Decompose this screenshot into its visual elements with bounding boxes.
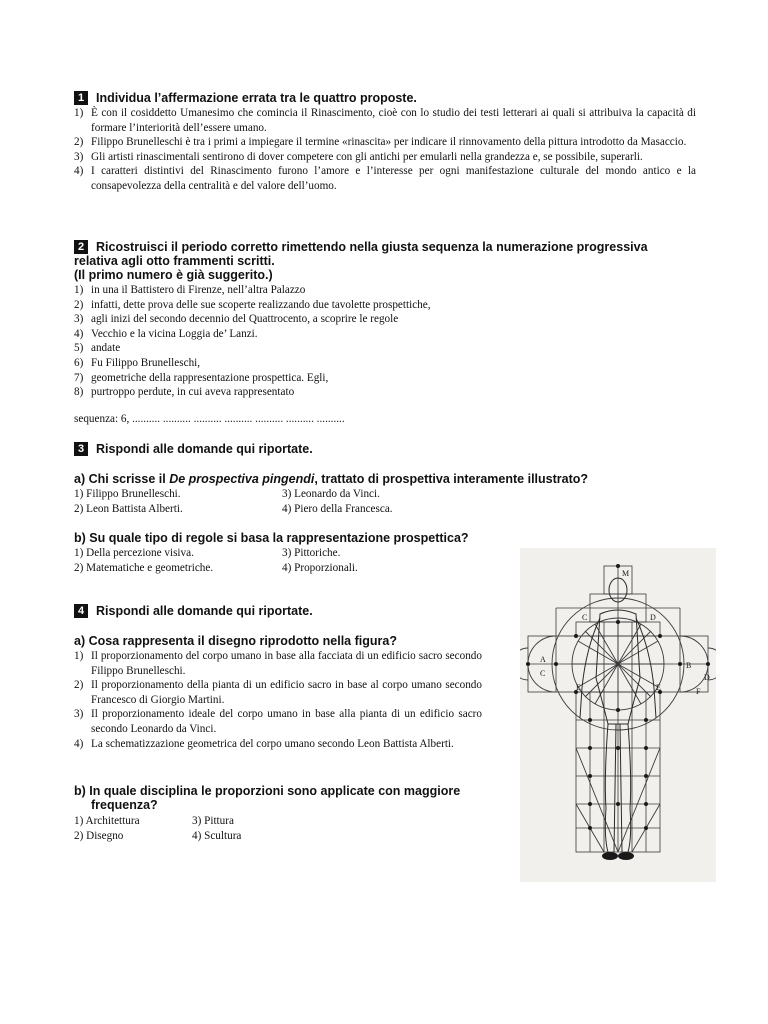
q3b-question: b) Su quale tipo di regole si basa la rappresentazione prospettica? <box>74 531 469 545</box>
q3b-option-1: 1) Della percezione visiva. <box>74 547 194 559</box>
q3b-option-3: 3) Pittoriche. <box>282 547 341 559</box>
q4a-option-text: La schematizzazione geometrica del corpo umano secondo Leon Battista Alberti. <box>91 737 454 750</box>
q2-fragment-text: andate <box>91 342 121 355</box>
q4a-option-number: 3) <box>74 708 84 721</box>
q2-fragment-text: infatti, dette prova delle sue scoperte realizzando due tavolette prospettiche, <box>91 298 431 311</box>
q2-fragment-text: Vecchio e la vicina Loggia de’ Lanzi. <box>91 327 258 340</box>
label-e-left: E <box>576 683 581 692</box>
label-m: M <box>622 569 630 578</box>
q4a-option-number: 2) <box>74 679 84 692</box>
q4b-option-4: 4) Scultura <box>192 829 242 842</box>
label-e-right: E <box>656 683 661 692</box>
q3b-option-2: 2) Matematiche e geometriche. <box>74 561 214 574</box>
q1-option-number: 2) <box>74 136 84 149</box>
q4b-options <box>74 814 334 844</box>
label-d-top: D <box>650 613 656 622</box>
q3a-option-2: 2) Leon Battista Alberti. <box>74 502 183 515</box>
q2-fragment-2 <box>74 298 534 313</box>
q1-option-text: È con il cosiddetto Umanesimo che comincia il Rinascimento, cioè con lo studio dei testi letterari ai quali si attribuiva la capacità di formare l’interiorità dell’essere umano. <box>91 107 696 134</box>
q1-heading <box>74 91 417 105</box>
q4a-option-2 <box>74 678 482 707</box>
label-a: A <box>540 655 546 664</box>
q2-heading <box>74 240 648 254</box>
q4b-question-line2: frequenza? <box>91 798 158 812</box>
human-proportion-drawing <box>520 548 716 882</box>
q1-number-badge: 1 <box>74 91 88 105</box>
q3a-book-title: De prospectiva pingendi <box>169 472 315 486</box>
q2-fragment-5 <box>74 341 534 356</box>
q4-number-badge: 4 <box>74 604 88 618</box>
q2-number-badge: 2 <box>74 240 88 254</box>
q4a-option-1 <box>74 649 482 678</box>
label-c-left: C <box>540 669 546 678</box>
q3-heading <box>74 442 313 456</box>
q4a-option-3 <box>74 707 482 736</box>
q2-fragment-3 <box>74 312 534 327</box>
q2-fragment-8 <box>74 385 534 400</box>
q3a-prefix: a) Chi scrisse il <box>74 472 170 486</box>
q2-fragments-list <box>74 283 534 400</box>
q4a-option-number: 1) <box>74 650 84 662</box>
q2-fragment-number: 8) <box>74 386 84 399</box>
q1-option-text: Gli artisti rinascimentali sentirono di dover competere con gli antichi per emularli nella grandezza e, se possibile, superarli. <box>91 150 643 163</box>
q2-fragment-number: 2) <box>74 298 84 311</box>
q2-title-line3: (Il primo numero è già suggerito.) <box>74 268 273 282</box>
q3a-suffix: , trattato di prospettiva interamente illustrato? <box>314 472 589 486</box>
q1-option-number: 4) <box>74 165 84 178</box>
q2-fragment-number: 7) <box>74 371 84 384</box>
q3-number-badge: 3 <box>74 442 88 456</box>
q4-heading <box>74 604 313 618</box>
q2-fragment-text: in una il Battistero di Firenze, nell’altra Palazzo <box>91 284 306 296</box>
q4b-option-1: 1) Architettura <box>74 815 140 827</box>
q4a-option-4 <box>74 737 482 752</box>
label-b: B <box>686 661 692 670</box>
q2-fragment-text: geometriche della rappresentazione prospettica. Egli, <box>91 371 329 384</box>
q2-fragment-text: Fu Filippo Brunelleschi, <box>91 356 201 369</box>
q1-option-text: Filippo Brunelleschi è tra i primi a impiegare il termine «rinascita» per indicare il rinnovamento della pittura introdotto da Masaccio. <box>91 136 687 149</box>
q1-option-number: 3) <box>74 150 84 163</box>
q4a-option-text: Il proporzionamento ideale del corpo umano in base alla pianta di un edificio sacro secondo Leonardo da Vinci. <box>91 708 482 735</box>
q3a-option-3: 3) Leonardo da Vinci. <box>282 488 380 500</box>
q4b-option-2: 2) Disegno <box>74 829 124 842</box>
q4-title: Rispondi alle domande qui riportate. <box>96 604 313 618</box>
q4b-question-line1: b) In quale disciplina le proporzioni sono applicate con maggiore <box>74 784 461 798</box>
q2-fragment-1 <box>74 283 534 298</box>
q2-fragment-number: 1) <box>74 284 84 296</box>
q1-option-4 <box>74 164 696 193</box>
q2-fragment-6 <box>74 356 534 371</box>
q3a-question <box>74 472 588 486</box>
q3a-option-1: 1) Filippo Brunelleschi. <box>74 488 181 500</box>
label-f: F <box>696 687 701 696</box>
q2-fragment-text: agli inizi del secondo decennio del Quattrocento, a scoprire le regole <box>91 313 399 326</box>
q4a-option-text: Il proporzionamento della pianta di un edificio sacro in base al corpo umano secondo Francesco di Giorgio Martini. <box>91 679 482 706</box>
q4a-option-number: 4) <box>74 737 84 750</box>
q4b-option-3: 3) Pittura <box>192 815 234 827</box>
proportion-figure <box>520 548 716 882</box>
q1-options-list <box>74 106 696 194</box>
q2-fragment-number: 4) <box>74 327 84 340</box>
q2-title-line1: Ricostruisci il periodo corretto rimettendo nella giusta sequenza la numerazione progressiva <box>96 240 648 254</box>
q3-title: Rispondi alle domande qui riportate. <box>96 442 313 456</box>
q4a-question: a) Cosa rappresenta il disegno riprodotto nella figura? <box>74 634 397 648</box>
q2-title-line2: relativa agli otto frammenti scritti. <box>74 254 275 268</box>
q2-fragment-number: 5) <box>74 342 84 355</box>
q1-option-1 <box>74 106 696 135</box>
q2-sequence-line: sequenza: 6, .......... .......... .......... .......... .......... .......... .......... <box>74 413 345 425</box>
q2-fragment-number: 6) <box>74 356 84 369</box>
label-c-top: C <box>582 613 588 622</box>
q1-title: Individua l’affermazione errata tra le quattro proposte. <box>96 91 417 105</box>
q2-fragment-7 <box>74 371 534 386</box>
q1-option-3 <box>74 150 696 165</box>
label-d-right: D <box>704 673 710 682</box>
q1-option-2 <box>74 135 696 150</box>
q2-fragment-4 <box>74 327 534 342</box>
q3a-options <box>74 487 494 517</box>
q3b-options <box>74 546 494 576</box>
q2-fragment-number: 3) <box>74 313 84 326</box>
q1-option-text: I caratteri distintivi del Rinascimento furono l’amore e l’interesse per ogni manifestazione culturale del mondo antico e la consapevolezza della centralità e del valore dell’uomo. <box>91 165 696 192</box>
q1-option-number: 1) <box>74 107 84 119</box>
q4a-option-text: Il proporzionamento del corpo umano in base alla facciata di un edificio sacro secondo Filippo Brunelleschi. <box>91 650 482 677</box>
q4a-options-list <box>74 649 482 751</box>
q2-fragment-text: purtroppo perdute, in cui aveva rappresentato <box>91 386 295 399</box>
q3b-option-4: 4) Proporzionali. <box>282 561 358 574</box>
q3a-option-4: 4) Piero della Francesca. <box>282 502 393 515</box>
